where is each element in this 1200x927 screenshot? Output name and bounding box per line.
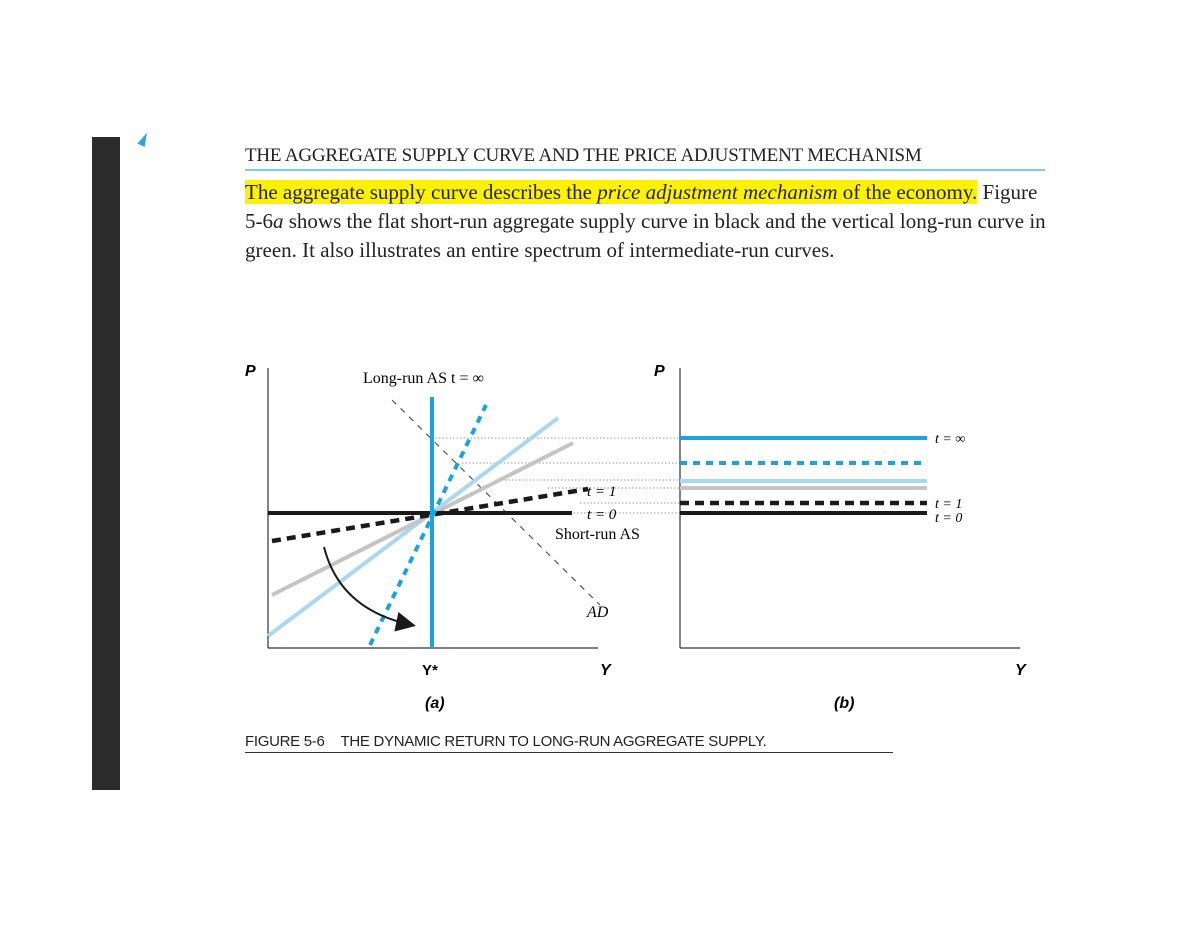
panel-a [245,363,680,712]
panel-a-y-axis-label: P [245,363,256,380]
panel-b-t-inf-label: t = ∞ [935,432,966,447]
t0-label: t = 0 [587,507,617,523]
light-blue-as-curve [268,418,558,636]
panel-b-x-axis-label: Y [1015,662,1026,679]
paragraph-emphasis-a: a [273,209,284,233]
panel-b-y-axis-label: P [654,363,665,380]
highlight-emphasis: price adjustment mechanism [597,180,838,204]
paragraph-text-a: Figure 5-6 [245,180,1038,233]
panel-b-label: (b) [834,695,855,712]
price-guide-lines [432,438,680,513]
t1-label: t = 1 [587,484,617,500]
panel-a-label: (a) [425,695,445,712]
panel-a-x-axis-label: Y [600,662,611,679]
panel-b-t0-label: t = 0 [935,511,963,526]
highlight-text-start: The aggregate supply curve describes the [245,180,598,204]
section-heading: THE AGGREGATE SUPPLY CURVE AND THE PRICE ADJUSTMENT MECHANISM [245,145,1045,171]
long-run-label: Long-run AS t = ∞ [363,370,484,387]
steep-dashed-curve [370,405,486,645]
panel-b-t1-label: t = 1 [935,497,963,512]
caption-number: FIGURE 5-6 [245,733,325,750]
panel-b [654,363,1027,712]
y-star-label: Y* [422,662,438,679]
ad-label: AD [587,604,609,621]
caption-title: THE DYNAMIC RETURN TO LONG-RUN AGGREGATE SUPPLY. [340,733,767,750]
highlight-text-end: of the economy. [837,180,978,204]
paragraph-text-b: shows the flat short-run aggregate supply curve in black and the vertical long-run curve in green. It also illustrates an entire spectrum of intermediate-run curves. [245,209,1046,262]
gray-as-curve [272,443,573,595]
short-run-label: Short-run AS [555,526,640,543]
figure-caption [245,733,893,753]
